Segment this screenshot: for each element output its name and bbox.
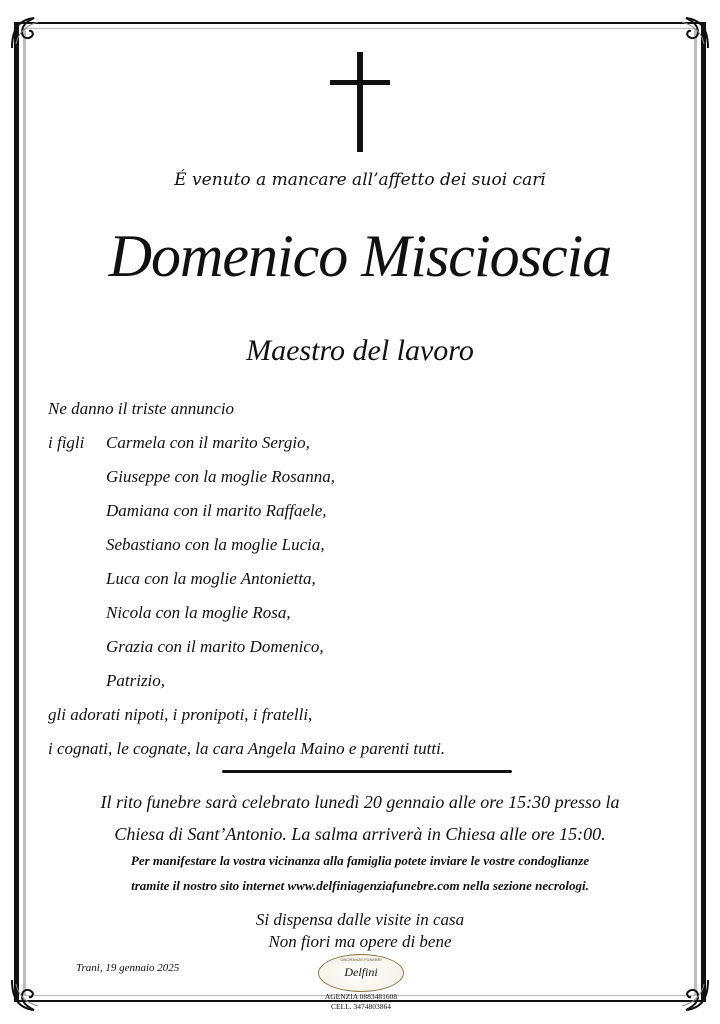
child-line: Luca con la moglie Antonietta,: [106, 569, 316, 588]
condolence-text: Per manifestare la vostra vicinanza alla famiglia potete inviare le vostre condoglianze: [130, 853, 590, 868]
frame-top-line: [14, 22, 706, 24]
deceased-name: Domenico Miscioscia: [108, 223, 612, 289]
relatives-line: i cognati, le cognate, la cara Angela Maino e parenti tutti.: [48, 739, 446, 758]
child-line: Nicola con la moglie Rosa,: [106, 603, 291, 622]
rite-text: Chiesa di Sant’Antonio. La salma arriverà in Chiesa alle ore 15:00.: [114, 824, 606, 844]
logo-small-text: ONORANZE FUNEBRI: [340, 957, 382, 962]
intro-text: É venuto a mancare all’affetto dei suoi cari: [174, 170, 546, 190]
logo-name: Delfini: [344, 965, 378, 979]
closing-text: Si dispensa dalle visite in casa: [255, 910, 465, 929]
agency-logo: [318, 954, 404, 1018]
child-line: Sebastiano con la moglie Lucia,: [106, 535, 325, 554]
ornament-corner-icon: [674, 976, 712, 1014]
child-line: Patrizio,: [106, 671, 166, 690]
announce-text: Ne danno il triste annuncio: [48, 399, 235, 418]
closing-text: Non fiori ma opere di bene: [268, 932, 452, 951]
condolence-text: tramite il nostro sito internet www.delfiniagenziafunebre.com nella sezione necrologi.: [131, 878, 589, 893]
agency-phone: AGENZIA 0883481608: [324, 992, 398, 1001]
ornament-corner-icon: [674, 14, 712, 52]
child-line: Carmela con il marito Sergio,: [106, 433, 310, 452]
latin-cross-icon: [330, 52, 390, 152]
frame-inner-top: [23, 28, 697, 29]
deceased-title: Maestro del lavoro: [246, 334, 474, 367]
children-prefix: i figli: [48, 433, 85, 452]
divider-line: [222, 770, 512, 773]
child-line: Grazia con il marito Domenico,: [106, 637, 324, 656]
relatives-line: gli adorati nipoti, i pronipoti, i fratelli,: [48, 705, 313, 724]
ornament-corner-icon: [8, 976, 46, 1014]
place-date: Trani, 19 gennaio 2025: [76, 962, 180, 974]
child-line: Damiana con il marito Raffaele,: [106, 501, 327, 520]
rite-text: Il rito funebre sarà celebrato lunedì 20 gennaio alle ore 15:30 presso la: [100, 792, 620, 812]
child-line: Giuseppe con la moglie Rosanna,: [106, 467, 335, 486]
agency-cell: CELL. 3474803864: [331, 1002, 391, 1011]
ornament-corner-icon: [8, 14, 46, 52]
